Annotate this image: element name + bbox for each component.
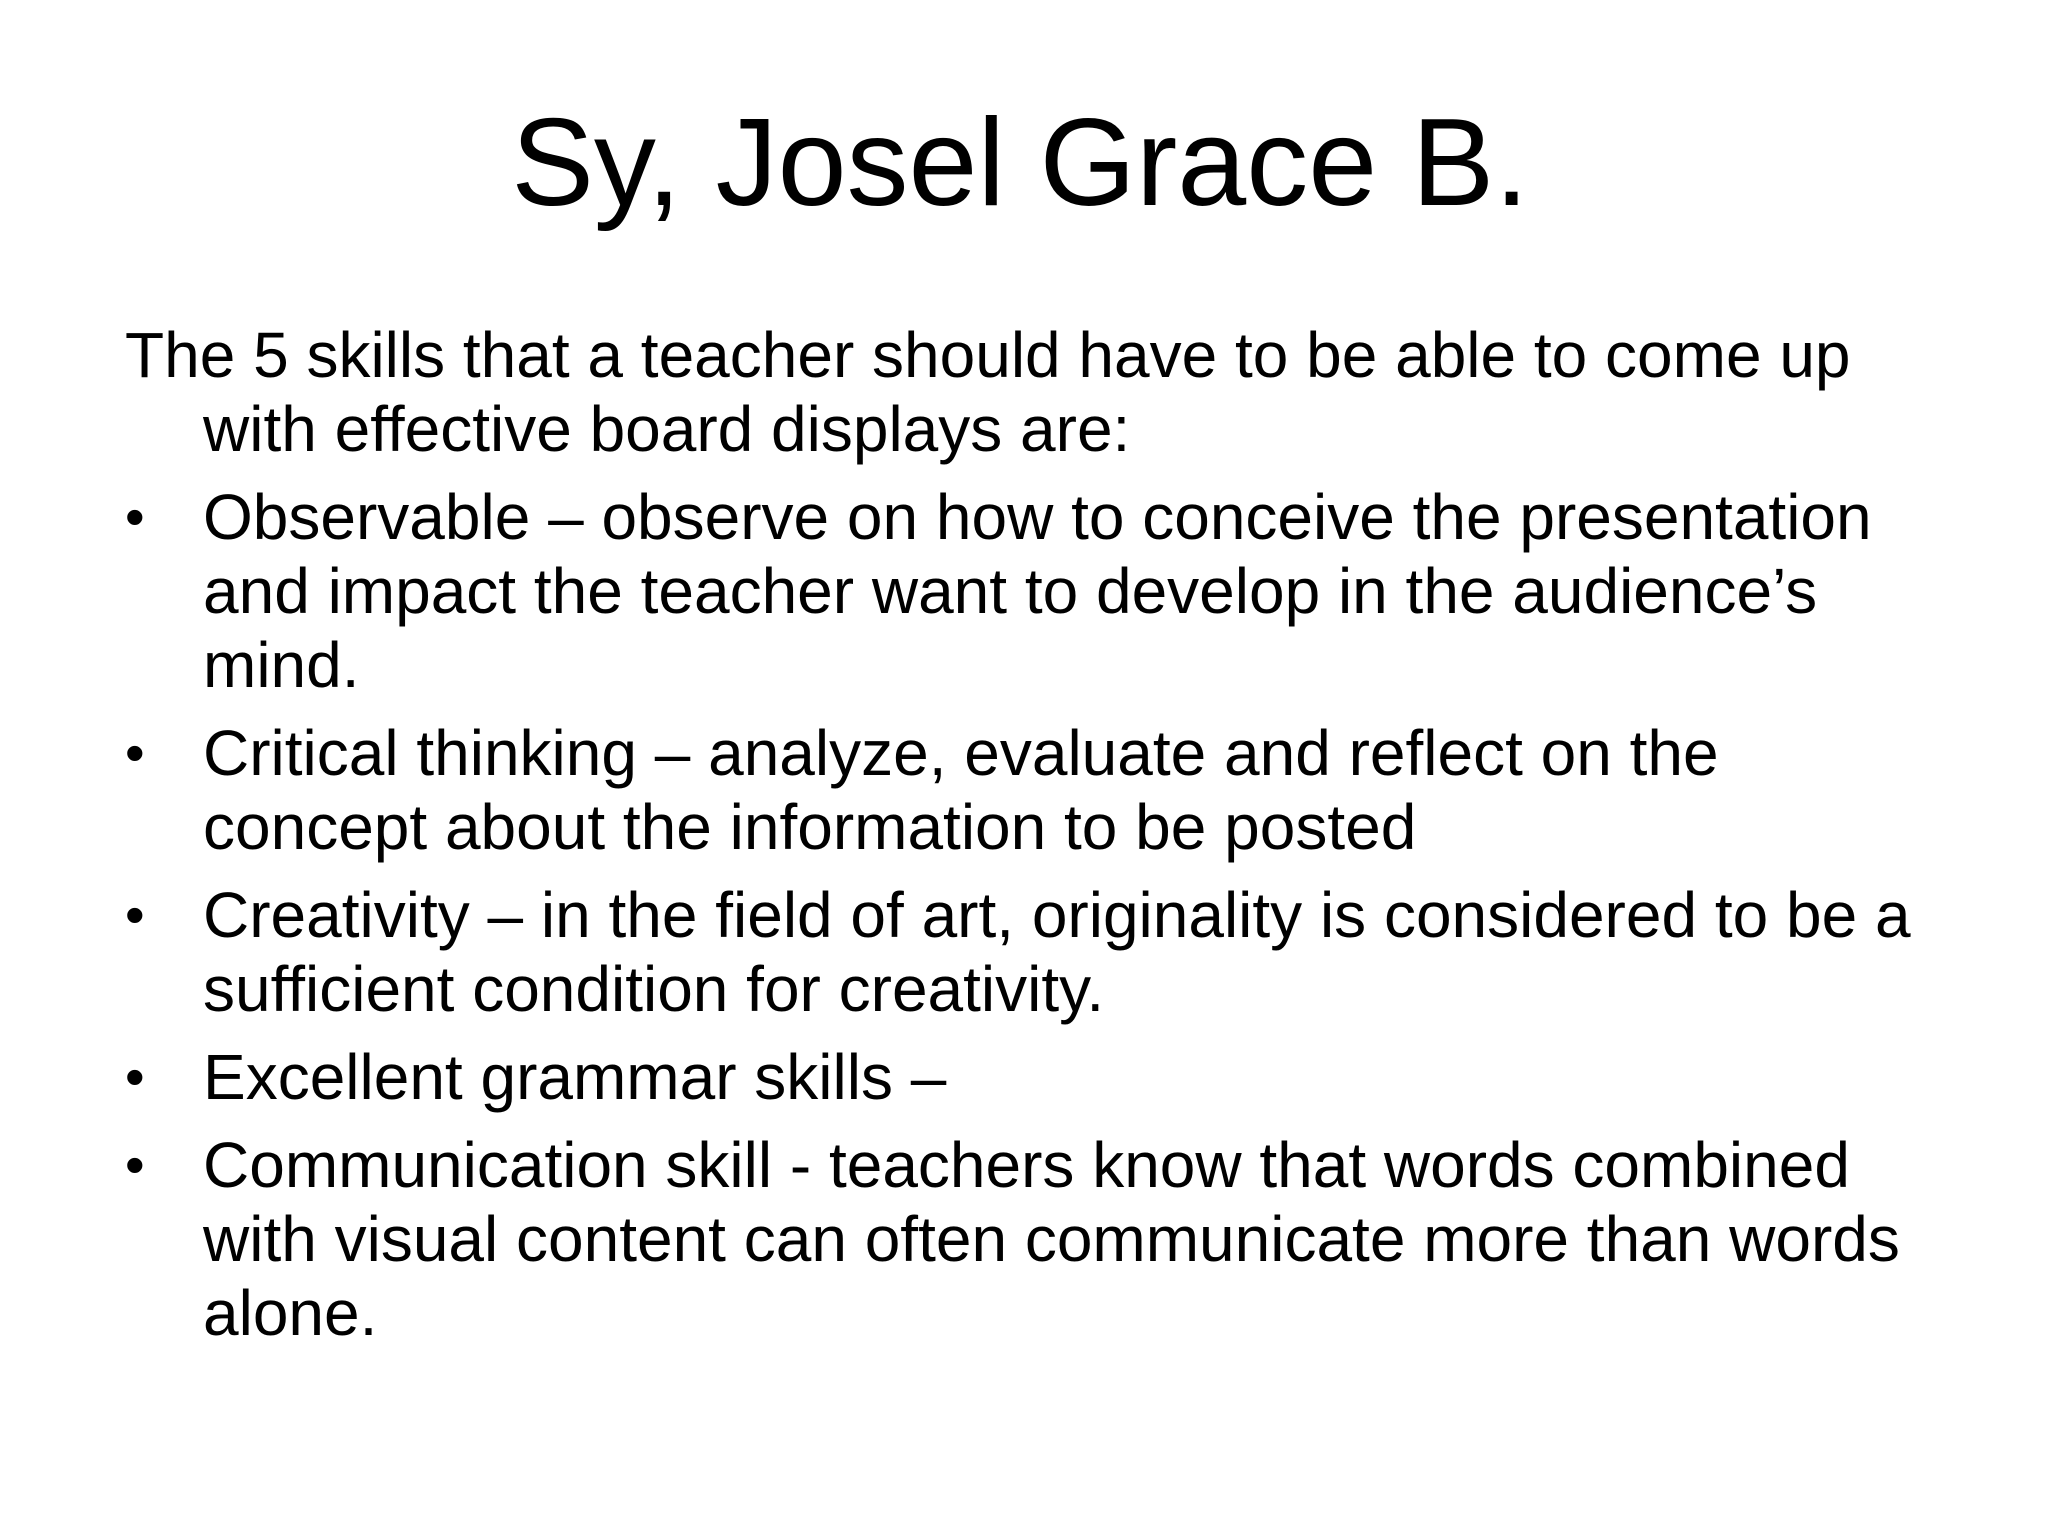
bullet-text: Creativity – in the field of art, originality is considered to be a sufficient condition for creativity. — [203, 879, 1911, 1025]
bullet-item-observable — [125, 480, 1945, 702]
bullet-text: Communication skill - teachers know that words combined with visual content can often communicate more than words alone. — [203, 1129, 1900, 1349]
bullet-icon: • — [125, 1133, 145, 1196]
bullet-icon: • — [125, 883, 145, 946]
bullet-item-creativity — [125, 878, 1945, 1026]
bullet-icon: • — [125, 1045, 145, 1108]
bullet-text: Critical thinking – analyze, evaluate and reflect on the concept about the information to be posted — [203, 717, 1719, 863]
bullet-item-communication-skill — [125, 1128, 1945, 1350]
slide-body — [125, 318, 1945, 1364]
bullet-item-critical-thinking — [125, 716, 1945, 864]
bullet-item-grammar-skills — [125, 1040, 1945, 1114]
slide-title: Sy, Josel Grace B. — [511, 94, 1529, 232]
bullet-icon: • — [125, 721, 145, 784]
bullet-text: Excellent grammar skills – — [203, 1041, 947, 1113]
bullet-icon: • — [125, 485, 145, 548]
bullet-text: Observable – observe on how to conceive the presentation and impact the teacher want to develop in the audience’s mind. — [203, 481, 1872, 701]
intro-paragraph: The 5 skills that a teacher should have to be able to come up with effective board displays are: — [125, 319, 1851, 465]
bullet-list — [125, 480, 1945, 1350]
